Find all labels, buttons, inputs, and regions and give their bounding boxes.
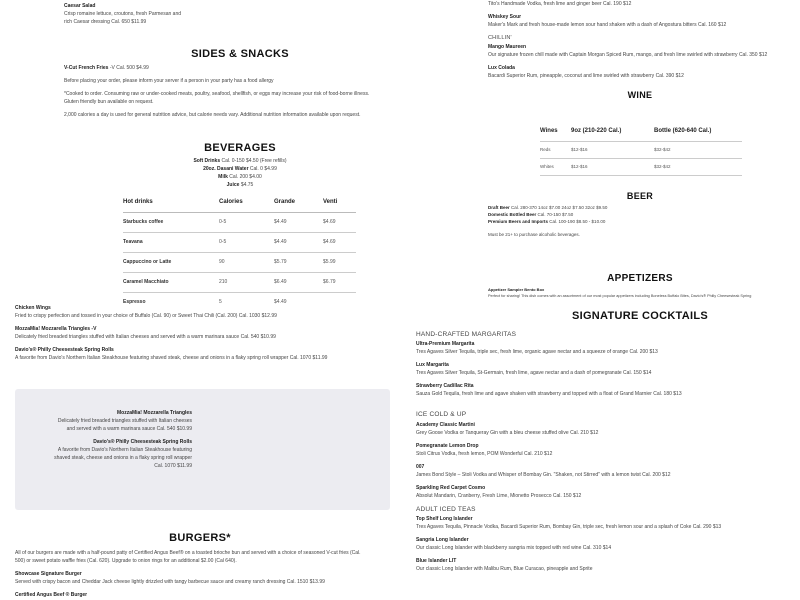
cooked-note: *Cooked to order. Consuming raw or under-cooked meats, poultry, seafood, shellfish, or eggs may increase your risk of food-borne illness. — [64, 91, 370, 97]
list-item: Showcase Signature Burger Served with crispy bacon and Cheddar Jack cheese lightly drizzled with tangy barbecue sauce and creamy ranch dressing Cal. 1510 $13.99 — [15, 571, 325, 585]
list-item: Academy Classic Martini Grey Goose Vodka or Tanqueray Gin with a bleu cheese stuffed olive Cal. 210 $12 — [416, 421, 599, 436]
table-row: Espresso 5 $4.49 — [123, 299, 287, 306]
section-title-wine: WINE — [627, 90, 653, 100]
appetizer-list — [15, 304, 385, 367]
list-item: Lux Margarita Tres Agaves Silver Tequila, St-Germain, fresh lime, agave nectar and a dash of pomegranate Cal. 150 $14 — [416, 362, 652, 377]
list-item: Sparkling Red Carpet Cosmo Absolut Mandarin, Cranberry, Fresh Lime, Mionetto Prosecco Cal. 150 $12 — [416, 484, 582, 499]
table-row: Reds $12-$16 $32-$42 — [540, 141, 742, 158]
table-header-row: Wines 9oz (210-220 Cal.) Bottle (620-640 Cal.) — [540, 125, 742, 141]
appetizers-section: Appetizer Sampler Bento Box Perfect for sharing! This dish comes with an assortment of our most popular appetizers including Boneless Buffalo Bites, Davio's® Philly Cheesesteak Spring — [488, 287, 752, 299]
table-row: Caramel Macchiato 210 $6.49 $6.79 — [123, 272, 356, 292]
list-item: Top Shelf Long Islander Tres Agaves Tequila, Pinnacle Vodka, Bacardi Superior Rum, Bombay Gin, triple sec, fresh lemon sour and a splash of Coke Cal. 290 $13 — [416, 516, 722, 531]
list-item: 007 James Bond Style – Stoli Vodka and Whisper of Bombay Gin. "Shaken, not Stirred" with a lemon twist Cal. 200 $12 — [416, 463, 671, 478]
list-item: Strawberry Cadillac Rita Sauza Gold Tequila, fresh lime and agave shaken with strawberry and topped with a float of Grand Marnier Cal. 180 $13 — [416, 383, 682, 398]
calorie-note: 2,000 calories a day is used for general nutrition advice, but calorie needs vary. Additional nutrition information available upon request. — [64, 112, 361, 118]
beer-section: Draft Beer Cal. 280-370 14oz $7.00 24oz $7.50 32oz $9.50 Domestic Bottled Beer Cal. 70-150 $7.50 Premium Beers and Imports Cal. 100-190 $8.50 - $10.00 Must be 21+ to purchase alcoholic beverages. — [488, 205, 608, 237]
list-item: Davio's® Philly Cheesesteak Spring Rolls A favorite from Davio's Northern Italian Steakhouse featuring shaved steak, cheese and onions in a flaky spring roll wrapper Cal. 1070 $11.99 — [15, 347, 328, 361]
burgers-section: All of our burgers are made with a half-pound patty of Certified Angus Beef® on a toasted brioche bun and served with a choice of seasoned V-cut fries (Cal. 500) or sweet potato waffle fries (Cal. 620). Upgrade to onion rings for an additional $2.00 (Cal 640). Showcase Signature Burger Served with crispy bacon and Cheddar Jack cheese lightly drizzled with tangy barbecue sauce and creamy ranch dressing Cal. 1510 $13.99 Certified Angus Beef ® Burger — [15, 549, 390, 599]
list-item: Pomegranate Lemon Drop Stoli Citrus Vodka, fresh lemon, POM Wonderful Cal. 210 $12 — [416, 442, 553, 457]
signature-cocktails: HAND-CRAFTED MARGARITAS Ultra-Premium Margarita Tres Agaves Silver Tequila, triple sec, fresh lime, organic agave nectar and a squeeze of orange Cal. 200 $13 Lux Margarita Tres Agaves Silver Tequila, St-Germain, fresh lime, agave nectar and a dash of pomegranate Cal. 150 $14 Strawberry Cadillac Rita Sauza Gold Tequila, fresh lime and agave shaken with strawberry and topped with a float of Grand Marnier Cal. 180 $13 ICE COLD & UP Academy Classic Martini Grey Goose Vodka or Tanqueray Gin with a bleu cheese stuffed olive Cal. 210 $12 Pomegranate Lemon Drop Stoli Citrus Vodka, fresh lemon, POM Wonderful Cal. 210 $12 007 James Bond Style – Stoli Vodka and Whisper of Bombay Gin. "Shaken, not Stirred" with a lemon twist Cal. 200 $12 Sparkling Red Carpet Cosmo Absolut Mandarin, Cranberry, Fresh Lime, Mionetto Prosecco Cal. 150 $12 ADULT ICED TEAS Top Shelf Long Islander Tres Agaves Tequila, Pinnacle Vodka, Bacardi Superior Rum, Bombay Gin, triple sec, fresh lemon sour and a splash of Coke Cal. 290 $13 Sangria Long Islander Our classic Long Islander with blackberry sangria mix topped with red wine Cal. 310 $14 Blue Islander LIT Our classic Long Islander with Malibu Rum, Blue Curacao, pineapple and Sprite — [416, 330, 800, 578]
list-item: Ultra-Premium Margarita Tres Agaves Silver Tequila, triple sec, fresh lime, organic agave nectar and a squeeze of orange Cal. 200 $13 — [416, 341, 658, 356]
list-item: MozzaMia! Mozzarella Triangles -V Delicately fried breaded triangles stuffed with Italian cheeses and served with a warm marinara sauce Cal. 540 $10.99 — [15, 326, 276, 340]
wine-table — [540, 125, 742, 176]
caesar-salad-item — [64, 2, 194, 26]
section-title-sides: SIDES & SNACKS — [191, 48, 289, 60]
gluten-note: Gluten friendly bun available on request. — [64, 99, 154, 105]
section-title-appetizers: APPETIZERS — [607, 273, 673, 284]
table-row: Starbucks coffee 0-5 $4.49 $4.69 — [123, 212, 356, 232]
sides-section — [64, 64, 384, 119]
list-item: Chicken Wings Fried to crispy perfection and tossed in your choice of Buffalo (Cal. 90) or Sweet Thai Chili (Cal. 200) Cal. 1030 $12.99 — [15, 305, 277, 319]
list-item: Davio's® Philly Cheesesteak Spring Rolls A favorite from Davio's Northern Italian Steakhouse featuring shaved steak, cheese and onions in a flaky spring roll wrapper Cal. 1070 $11.99 — [54, 439, 192, 469]
list-item: Certified Angus Beef ® Burger — [15, 592, 88, 598]
fries-detail: -V Cal. 500 $4.99 — [108, 65, 149, 71]
allergy-note: Before placing your order, please inform your server if a person in your party has a food allergy — [64, 78, 274, 84]
table-row: Cappuccino or Latte 90 $5.79 $5.99 — [123, 252, 356, 272]
panel-items — [40, 409, 192, 470]
item-desc: Crisp romaine lettuce, croutons, fresh Parmesan and — [64, 11, 181, 17]
cocktails-top: Tito's Handmade Vodka, fresh lime and ginger beer Cal. 190 $12 Whiskey Sour Maker's Mark and fresh house-made lemon sour hand shaken with a dash of Angostura bitters Cal. 160 $12 CHILLIN' Mango Maureen Our signature frozen chill made with Captain Morgan Spiced Rum, mango, and fresh lime swirled with strawberry Cal. 350 $12 Lux Colada Bacardi Superior Rum, pineapple, coconut and lime swirled with strawberry Cal. 390 $12 — [488, 1, 768, 79]
item-name: Caesar Salad — [64, 3, 96, 9]
beverage-list: Soft Drinks Cal. 0-150 $4.50 (Free refills) 20oz. Dasani Water Cal. 0 $4.99 Milk Cal. 200 $4.00 Juice $4.75 — [193, 158, 287, 188]
table-header-row: Hot drinks Calories Grande Venti — [123, 195, 356, 212]
section-title-beverages: BEVERAGES — [204, 142, 276, 154]
fries-name: V-Cut French Fries — [64, 65, 109, 71]
table-row: Whites $12-$16 $32-$42 — [540, 158, 742, 175]
list-item: MozzaMia! Mozzarella Triangles Delicately fried breaded triangles stuffed with Italian cheeses and served with a warm marinara sauce Cal. 540 $10.99 — [57, 410, 192, 432]
list-item: Sangria Long Islander Our classic Long Islander with blackberry sangria mix topped with red wine Cal. 310 $14 — [416, 537, 612, 552]
table-row: Teavana 0-5 $4.49 $4.69 — [123, 232, 356, 252]
featured-panel — [15, 389, 390, 510]
list-item: Blue Islander LIT Our classic Long Islander with Malibu Rum, Blue Curacao, pineapple and Sprite — [416, 558, 593, 573]
hot-drinks-table — [123, 195, 356, 312]
item-desc: rich Caesar dressing Cal. 650 $11.99 — [64, 19, 147, 25]
section-title-signature-cocktails: SIGNATURE COCKTAILS — [571, 310, 709, 322]
section-title-beer: BEER — [626, 191, 654, 201]
section-title-burgers: BURGERS* — [169, 532, 231, 544]
